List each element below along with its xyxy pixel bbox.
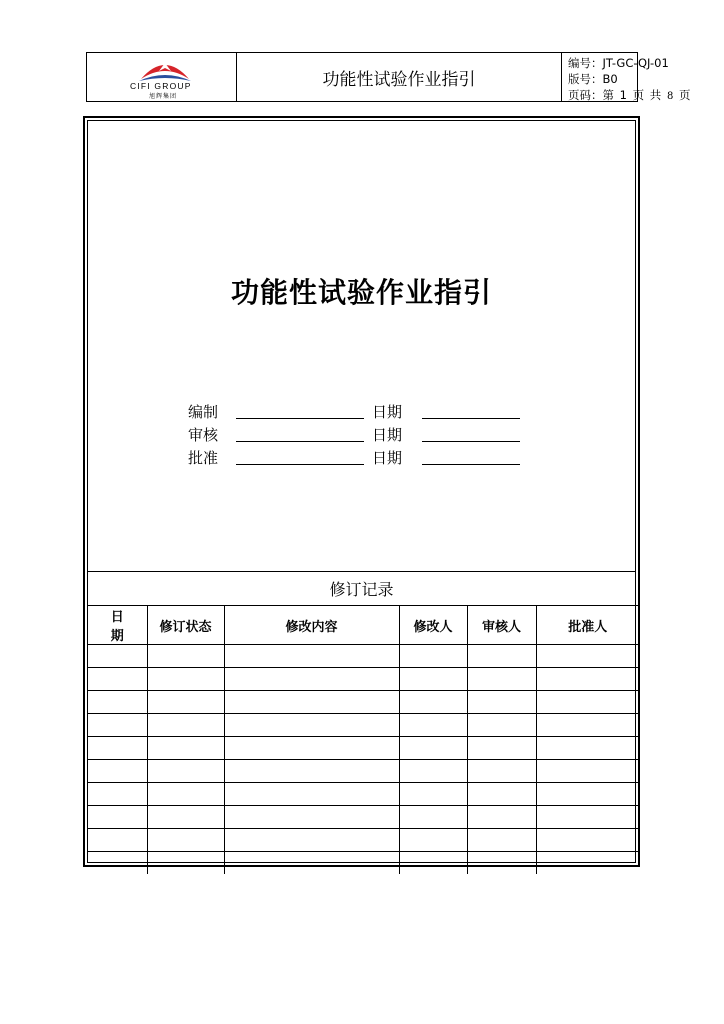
signature-line xyxy=(236,464,364,465)
table-cell[interactable] xyxy=(147,691,224,714)
table-cell[interactable] xyxy=(147,760,224,783)
revision-header-row xyxy=(88,606,639,645)
table-row xyxy=(88,645,639,668)
table-cell[interactable] xyxy=(88,645,147,668)
table-cell[interactable] xyxy=(147,645,224,668)
table-cell[interactable] xyxy=(224,829,399,852)
table-cell[interactable] xyxy=(147,829,224,852)
col-header-reviewer: 审核人 xyxy=(467,606,536,645)
revision-rows xyxy=(88,645,639,875)
table-cell[interactable] xyxy=(147,783,224,806)
table-cell[interactable] xyxy=(399,737,467,760)
col-header-date: 日 期 xyxy=(88,606,147,645)
header-info xyxy=(562,53,692,102)
document-header xyxy=(86,52,692,102)
table-cell[interactable] xyxy=(147,852,224,875)
revision-divider xyxy=(88,571,635,572)
table-cell[interactable] xyxy=(536,668,639,691)
table-cell[interactable] xyxy=(399,806,467,829)
signature-line xyxy=(236,441,364,442)
table-cell[interactable] xyxy=(536,829,639,852)
table-row xyxy=(88,714,639,737)
table-row xyxy=(88,783,639,806)
document-title: 功能性试验作业指引 xyxy=(230,276,492,309)
table-cell[interactable] xyxy=(536,691,639,714)
header-title: 功能性试验作业指引 xyxy=(237,53,562,101)
table-cell[interactable] xyxy=(536,714,639,737)
table-row xyxy=(88,668,639,691)
table-cell[interactable] xyxy=(147,668,224,691)
col-header-status: 修订状态 xyxy=(147,606,224,645)
table-cell[interactable] xyxy=(467,645,536,668)
table-cell[interactable] xyxy=(147,806,224,829)
table-cell[interactable] xyxy=(88,783,147,806)
table-cell[interactable] xyxy=(88,691,147,714)
signature-line xyxy=(236,418,364,419)
date-label: 日期 xyxy=(372,426,403,444)
table-cell[interactable] xyxy=(536,645,639,668)
date-label: 日期 xyxy=(372,449,403,467)
table-cell[interactable] xyxy=(536,806,639,829)
table-cell[interactable] xyxy=(467,668,536,691)
table-cell[interactable] xyxy=(467,783,536,806)
table-cell[interactable] xyxy=(224,691,399,714)
table-cell[interactable] xyxy=(88,714,147,737)
table-cell[interactable] xyxy=(536,737,639,760)
table-row xyxy=(88,760,639,783)
table-cell[interactable] xyxy=(399,668,467,691)
table-cell[interactable] xyxy=(467,760,536,783)
table-cell[interactable] xyxy=(467,829,536,852)
col-header-approver: 批准人 xyxy=(536,606,639,645)
table-cell[interactable] xyxy=(88,806,147,829)
table-cell[interactable] xyxy=(224,783,399,806)
revision-table xyxy=(88,605,639,874)
table-cell[interactable] xyxy=(399,714,467,737)
table-cell[interactable] xyxy=(224,714,399,737)
logo-text-en: CIFI GROUP xyxy=(130,81,192,91)
logo-text-cn: 旭辉集团 xyxy=(149,93,178,100)
revision-title: 修订记录 xyxy=(329,580,394,599)
signature-label: 编制 xyxy=(188,403,219,421)
table-cell[interactable] xyxy=(467,737,536,760)
table-cell[interactable] xyxy=(224,852,399,875)
col-header-content: 修改内容 xyxy=(224,606,399,645)
table-cell[interactable] xyxy=(224,760,399,783)
table-cell[interactable] xyxy=(467,852,536,875)
table-cell[interactable] xyxy=(467,714,536,737)
table-row xyxy=(88,737,639,760)
date-line xyxy=(422,441,520,442)
table-cell[interactable] xyxy=(88,737,147,760)
table-cell[interactable] xyxy=(88,852,147,875)
col-header-modifier: 修改人 xyxy=(399,606,467,645)
table-cell[interactable] xyxy=(399,783,467,806)
table-cell[interactable] xyxy=(467,806,536,829)
table-row xyxy=(88,852,639,875)
table-row xyxy=(88,691,639,714)
table-cell[interactable] xyxy=(399,760,467,783)
table-row xyxy=(88,806,639,829)
signature-label: 审核 xyxy=(188,426,219,444)
table-cell[interactable] xyxy=(88,668,147,691)
cifi-logo-icon xyxy=(137,57,193,83)
table-cell[interactable] xyxy=(536,760,639,783)
cover-frame xyxy=(83,116,640,867)
table-cell[interactable] xyxy=(224,737,399,760)
logo-cell xyxy=(87,53,237,101)
table-row xyxy=(88,829,639,852)
table-cell[interactable] xyxy=(467,691,536,714)
doc-version: 版号：B0 xyxy=(568,72,618,86)
signature-label: 批准 xyxy=(188,449,219,467)
table-cell[interactable] xyxy=(399,645,467,668)
table-cell[interactable] xyxy=(224,645,399,668)
doc-page: 页码：第 1 页 共 8 页 xyxy=(568,88,692,102)
table-cell[interactable] xyxy=(88,760,147,783)
date-line xyxy=(422,464,520,465)
date-line xyxy=(422,418,520,419)
table-cell[interactable] xyxy=(224,806,399,829)
table-cell[interactable] xyxy=(536,783,639,806)
doc-code: 编号：JT-GC-QJ-01 xyxy=(568,56,669,70)
table-cell[interactable] xyxy=(399,829,467,852)
table-cell[interactable] xyxy=(536,852,639,875)
table-cell[interactable] xyxy=(399,852,467,875)
table-cell[interactable] xyxy=(88,829,147,852)
table-cell[interactable] xyxy=(399,691,467,714)
table-cell[interactable] xyxy=(147,737,224,760)
table-cell[interactable] xyxy=(224,668,399,691)
date-label: 日期 xyxy=(372,403,403,421)
table-cell[interactable] xyxy=(147,714,224,737)
